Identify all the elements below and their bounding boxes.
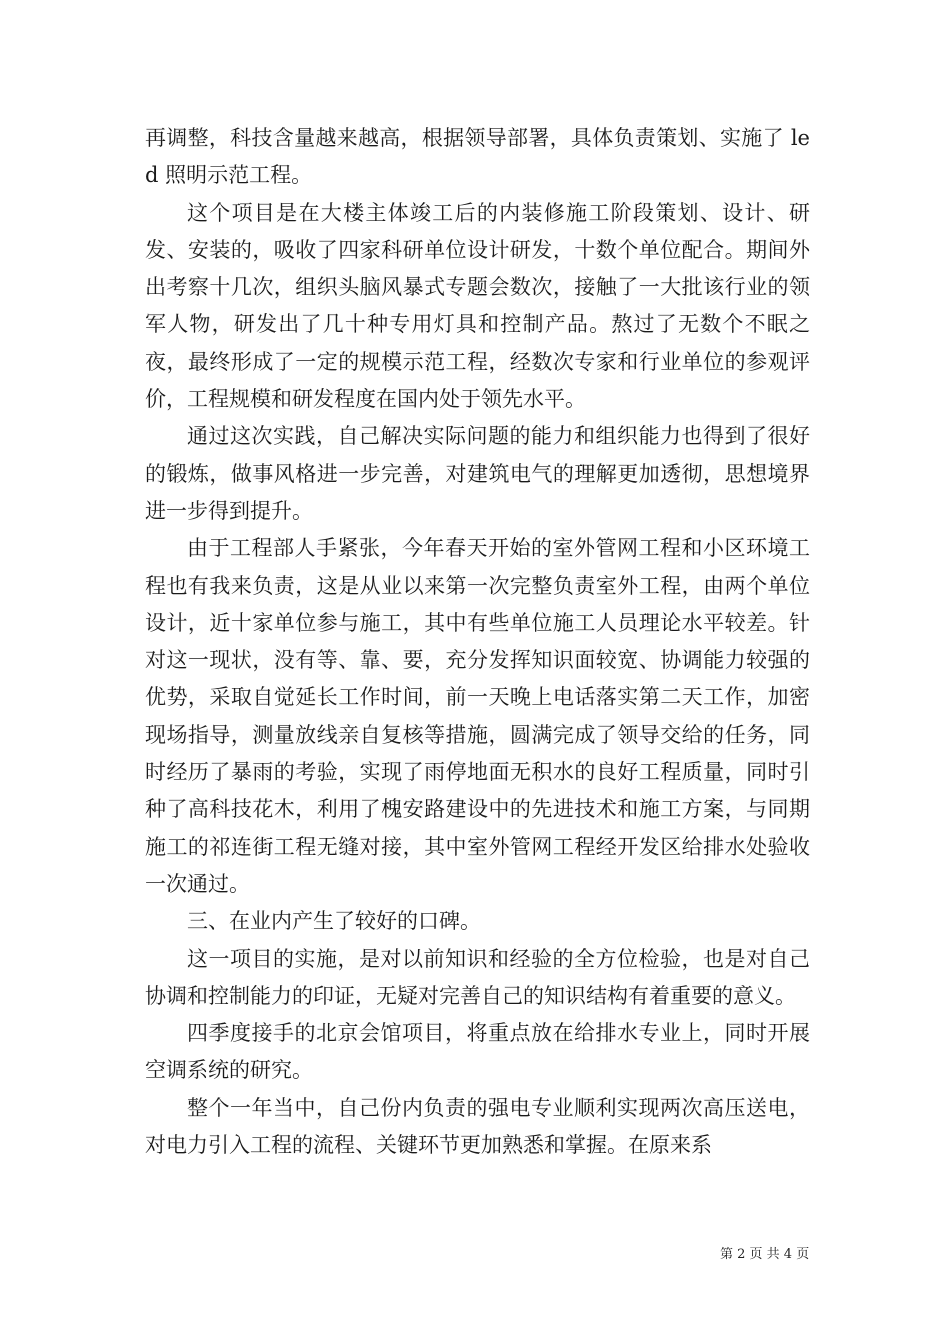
paragraph-2: 这个项目是在大楼主体竣工后的内装修施工阶段策划、设计、研发、安装的，吸收了四家科研单位设计研发，十数个单位配合。期间外出考察十几次，组织头脑风暴式专题会数次，接触了一大批该行业的领军人物，研发出了几十种专用灯具和控制产品。熬过了无数个不眠之夜，最终形成了一定的规模示范工程，经数次专家和行业单位的参观评价，工程规模和研发程度在国内处于领先水平。 <box>145 200 810 412</box>
document-body <box>145 120 810 1164</box>
paragraph-1: 再调整，科技含量越来越高，根据领导部署，具体负责策划、实施了 led 照明示范工程。 <box>145 126 810 188</box>
paragraph-8: 整个一年当中，自己份内负责的强电专业顺利实现两次高压送电，对电力引入工程的流程、关键环节更加熟悉和掌握。在原来系 <box>145 1095 810 1158</box>
section-heading: 三、在业内产生了较好的口碑。 <box>187 909 481 934</box>
paragraph-4: 由于工程部人手紧张，今年春天开始的室外管网工程和小区环境工程也有我来负责，这是从业以来第一次完整负责室外工程，由两个单位设计，近十家单位参与施工，其中有些单位施工人员理论水平较差。针对这一现状，没有等、靠、要，充分发挥知识面较宽、协调能力较强的优势，采取自觉延长工作时间，前一天晚上电话落实第二天工作，加密现场指导，测量放线亲自复核等措施，圆满完成了领导交给的任务，同时经历了暴雨的考验，实现了雨停地面无积水的良好工程质量，同时引种了高科技花木，利用了槐安路建设中的先进技术和施工方案，与同期施工的祁连街工程无缝对接，其中室外管网工程经开发区给排水处验收一次通过。 <box>145 536 810 896</box>
paragraph-7: 四季度接手的北京会馆项目，将重点放在给排水专业上，同时开展空调系统的研究。 <box>145 1021 810 1083</box>
page-number-footer: 第 2 页 共 4 页 <box>720 1247 810 1262</box>
paragraph-6: 这一项目的实施，是对以前知识和经验的全方位检验，也是对自己协调和控制能力的印证，无疑对完善自己的知识结构有着重要的意义。 <box>145 946 810 1008</box>
paragraph-3: 通过这次实践，自己解决实际问题的能力和组织能力也得到了很好的锻炼，做事风格进一步完善，对建筑电气的理解更加透彻，思想境界进一步得到提升。 <box>145 424 810 523</box>
